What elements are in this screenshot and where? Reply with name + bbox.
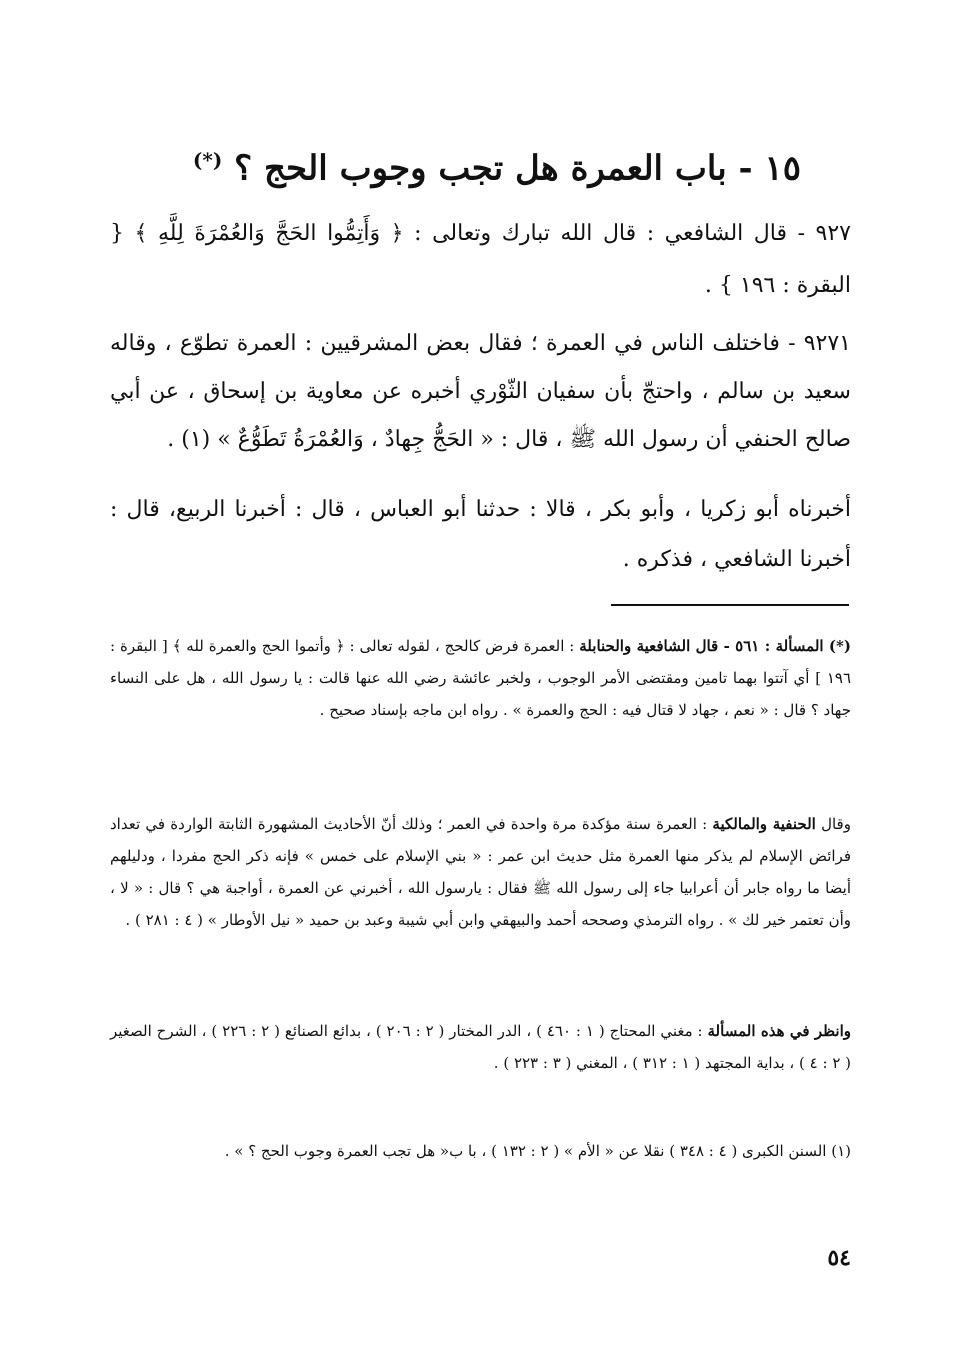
footnote-hanafi-maliki — [110, 808, 851, 936]
paragraph-927: ٩٢٧ - قال الشافعي : قال الله تبارك وتعالى : ﴿ وَأَتِمُّوا الحَجَّ وَالعُمْرَةَ لِلَّهِ ﴾ { البقرة : ١٩٦ } . — [110, 221, 851, 298]
footnote-references-text: : مغني المحتاج ( ١ : ٤٦٠ ) ، الدر المختار ( ٢ : ٢٠٦ ) ، بدائع الصنائع ( ٢ : ٢٢٦ ) ، الشرح الصغير ( ٢ : ٤ ) ، بداية المجتهد ( ١ : ٣١٢ ) ، المغني ( ٣ : ٢٢٣ ) . — [110, 1022, 851, 1072]
paragraph-9271: ٩٢٧١ - فاختلف الناس في العمرة ؛ فقال بعض المشرقيين : العمرة تطوّع ، وقاله سعيد بن سالم ، واحتجّ بأن سفيان الثّوْري أخبره عن معاوية بن إسحاق ، عن أبي صالح الحنفي أن رسول الله ﷺ ، قال : « الحَجُّ جِهادٌ ، وَالعُمْرَةُ تَطَوُّعٌ » (١) . — [110, 331, 851, 452]
footnote-hanafi-lead: وقال — [821, 815, 851, 833]
footnote-hanafi-text: : العمرة سنة مؤكدة مرة واحدة في العمر ؛ وذلك أنّ الأحاديث المشهورة الثابتة الواردة في تعداد فرائض الإسلام لم يذكر منها العمرة مثل حديث ابن عمر : « بني الإسلام على خمس » فإنه ذكر الحج مفردا ، ودليلهم أيضا ما رواه جابر أن أعرابيا جاء إلى رسول الله ﷺ فقال : يارسول الله ، أخبرني عن العمرة ، أواجبة هي ؟ قال : « لا ، وأن تعتمر خير لك » . رواه الترمذي وصححه أحمد والبيهقي وابن أبي شيبة وعبد بن حميد « نيل الأوطار » ( ٤ : ٢٨١ ) . — [110, 815, 851, 929]
footnote-separator — [611, 604, 849, 606]
footnote-references — [110, 1015, 851, 1079]
chapter-title-text: ١٥ - باب العمرة هل تجب وجوب الحج ؟ — [234, 148, 801, 189]
footnote-marker: (*) — [192, 148, 223, 172]
footnote-hanafi-label: الحنفية والمالكية — [712, 815, 816, 833]
paragraph-isnad: أخبرناه أبو زكريا ، وأبو بكر ، قالا : حدثنا أبو العباس ، قال : أخبرنا الربيع، قال : أخبرنا الشافعي ، فذكره . — [110, 497, 851, 572]
page-number: ٥٤ — [827, 1245, 851, 1271]
footnote-masala — [110, 630, 851, 726]
footnote-masala-label: (*) المسألة : ٥٦١ - قال الشافعية والحنابلة — [579, 637, 851, 655]
chapter-title — [150, 135, 801, 193]
footnote-references-label: وانظر في هذه المسألة — [707, 1022, 852, 1040]
footnote-1: (١) السنن الكبرى ( ٤ : ٣٤٨ ) نقلا عن « الأم » ( ٢ : ١٣٢ ) ، با ب« هل تجب العمرة وجوب الحج ؟ » . — [224, 1142, 851, 1160]
footnote-masala-text: : العمرة فرض كالحج ، لقوله تعالى : ﴿ وأتموا الحج والعمرة لله ﴾ [ البقرة : ١٩٦ ] أي آتتوا بهما تامين ومقتضى الأمر الوجوب ، ولخبر عائشة رضي الله عنها قالت : يا رسول الله ، هل على النساء جهاد ؟ قال : « نعم ، جهاد لا قتال فيه : الحج والعمرة » . رواه ابن ماجه بإسناد صحيح . — [110, 637, 851, 719]
